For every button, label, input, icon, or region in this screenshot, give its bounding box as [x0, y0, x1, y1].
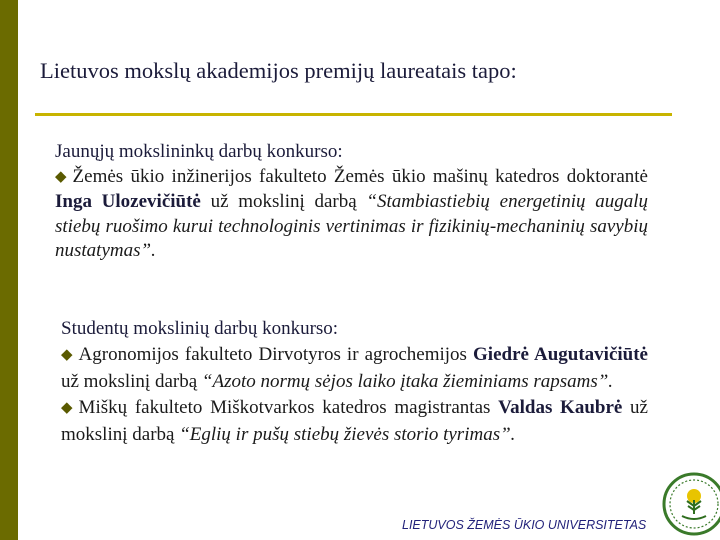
- item1-text-mid: už mokslinį darbą: [61, 371, 202, 392]
- title-divider: [35, 113, 672, 116]
- section1-heading: Jaunųjų mokslininkų darbų konkurso:: [55, 141, 343, 162]
- work-title: “Stambiastiebių energetinių augalų stiebų ruošimo kurui technologinis vertinimas ir fizikinių-mechaninių savybių nustatymas”.: [55, 191, 648, 261]
- diamond-bullet-icon: ◆: [55, 168, 67, 185]
- item2-text-mid: už mokslinį darbą: [61, 396, 648, 445]
- diamond-bullet-icon: ◆: [61, 399, 73, 416]
- item2-text-before: Miškų fakulteto Miškotvarkos katedros magistrantas: [78, 396, 499, 418]
- left-sidebar-bar: [0, 0, 18, 540]
- section-young-scientists: [55, 140, 648, 264]
- section-student-works: [61, 316, 648, 448]
- university-logo-icon: [662, 470, 720, 540]
- section1-text-before: Žemės ūkio inžinerijos fakulteto Žemės ūkio mašinų katedros doktorantė: [72, 165, 648, 187]
- laureate-name: Giedrė Augutavičiūtė: [473, 343, 648, 365]
- section2-heading: Studentų mokslinių darbų konkurso:: [61, 318, 339, 339]
- university-footer: LIETUVOS ŽEMĖS ŪKIO UNIVERSITETAS: [402, 518, 647, 532]
- laureate-name: Valdas Kaubrė: [498, 396, 623, 418]
- section1-text-mid: už mokslinį darbą: [200, 191, 367, 212]
- item1-text-before: Agronomijos fakulteto Dirvotyros ir agrochemijos: [78, 343, 474, 365]
- diamond-bullet-icon: ◆: [61, 346, 73, 363]
- work-title: “Eglių ir pušų stiebų žievės storio tyrimas”.: [179, 424, 516, 445]
- laureate-name: Inga Ulozevičiūtė: [55, 191, 201, 212]
- slide-title: Lietuvos mokslų akademijos premijų laureatais tapo:: [40, 58, 517, 83]
- work-title: “Azoto normų sėjos laiko įtaka žieminiams rapsams”.: [201, 371, 614, 392]
